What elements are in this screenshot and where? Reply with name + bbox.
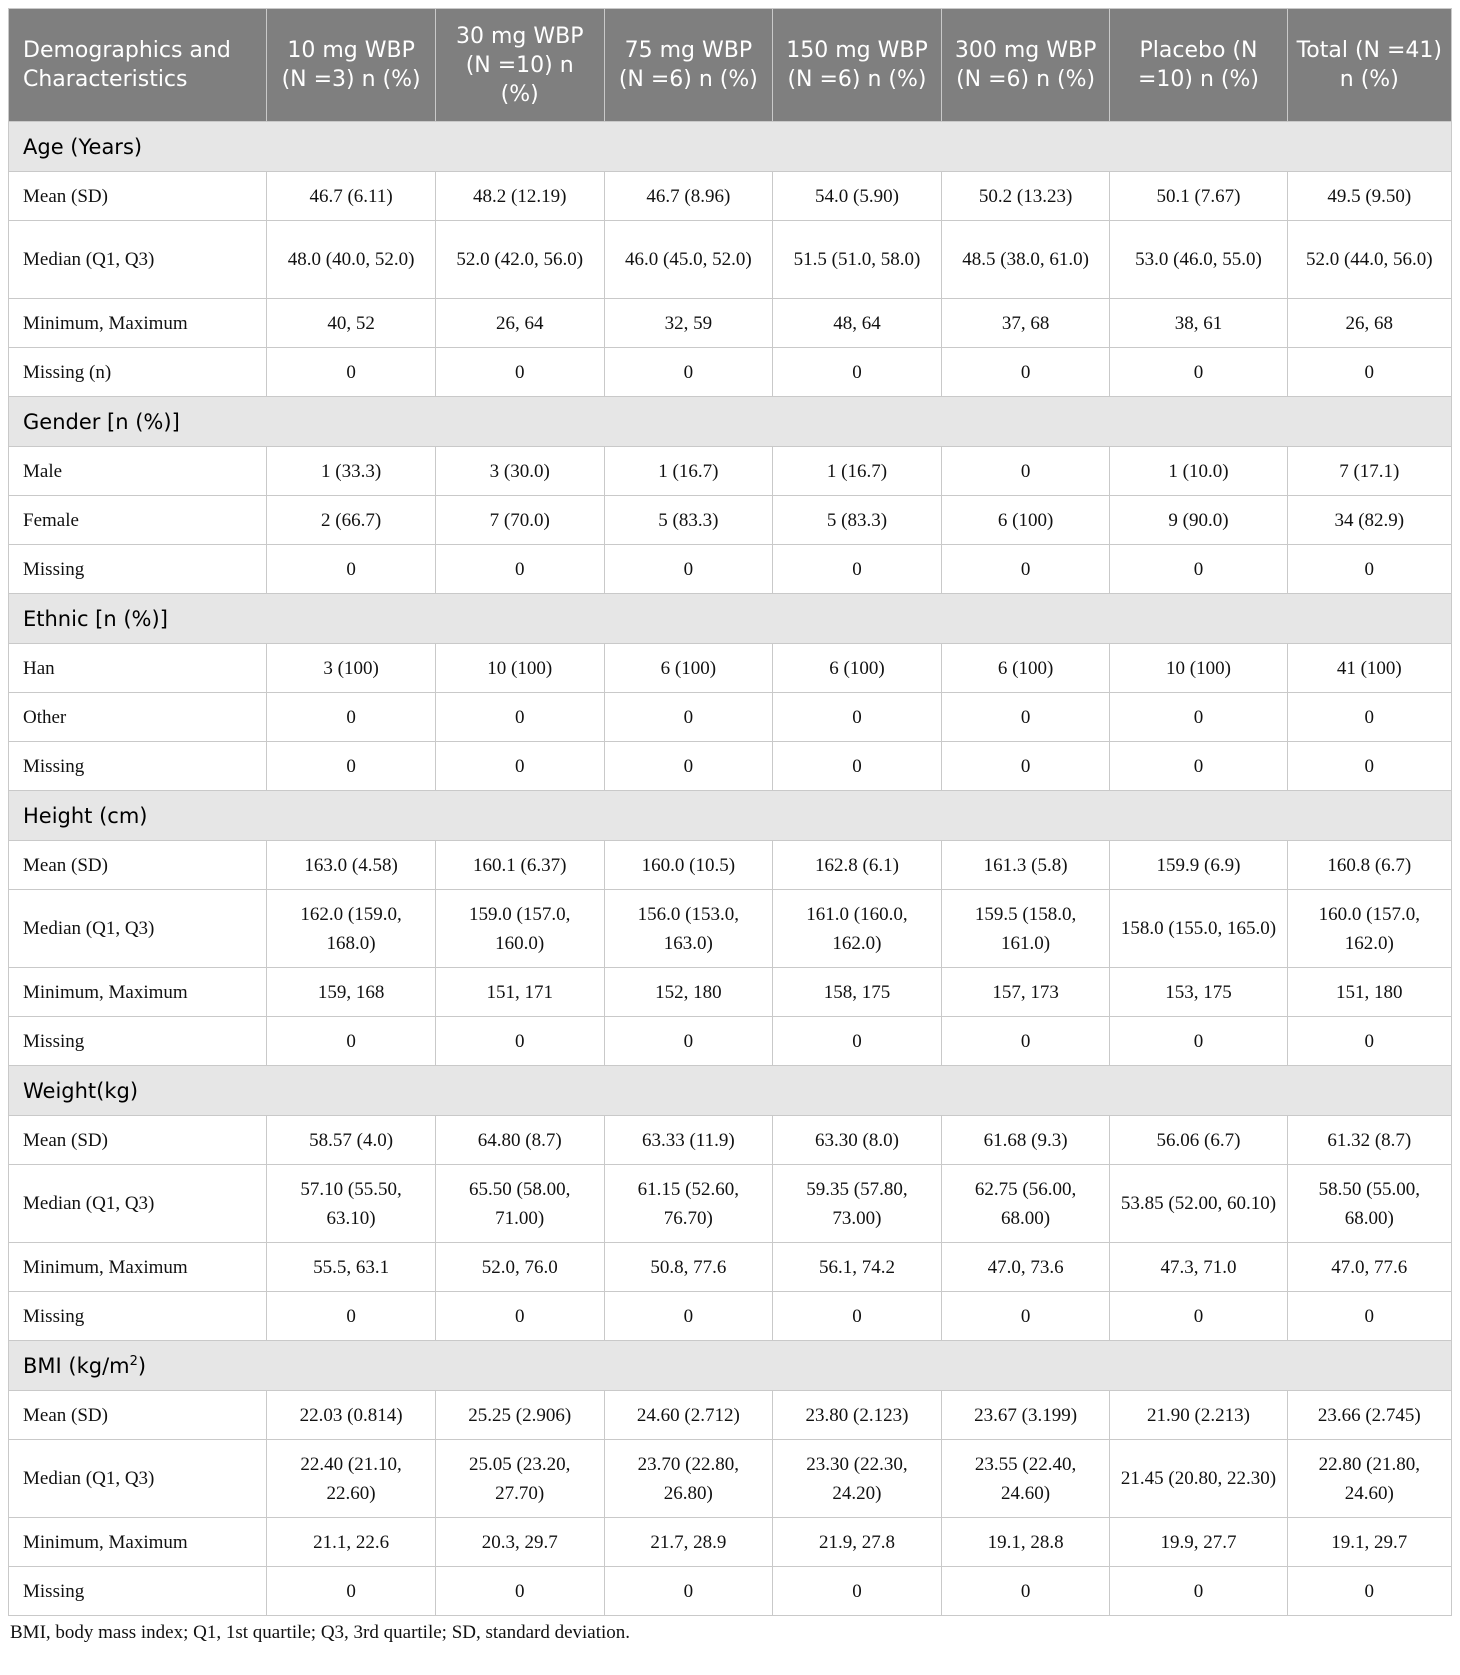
column-header-7: Total (N =41) n (%) bbox=[1287, 9, 1451, 122]
row-label: Missing bbox=[9, 1292, 267, 1341]
table-cell: 49.5 (9.50) bbox=[1287, 172, 1451, 221]
table-cell: 0 bbox=[604, 1567, 773, 1616]
section-title bbox=[9, 397, 1452, 447]
table-row bbox=[9, 693, 1452, 742]
row-label: Mean (SD) bbox=[9, 1391, 267, 1440]
table-cell: 0 bbox=[267, 1292, 436, 1341]
table-row bbox=[9, 841, 1452, 890]
table-cell: 0 bbox=[267, 1017, 436, 1066]
table-cell: 37, 68 bbox=[941, 299, 1110, 348]
table-cell: 0 bbox=[604, 545, 773, 594]
table-cell: 5 (83.3) bbox=[773, 496, 942, 545]
table-cell: 52.0 (44.0, 56.0) bbox=[1287, 221, 1451, 299]
table-cell: 46.0 (45.0, 52.0) bbox=[604, 221, 773, 299]
table-row bbox=[9, 1440, 1452, 1518]
table-cell: 1 (10.0) bbox=[1110, 447, 1287, 496]
table-cell: 3 (30.0) bbox=[435, 447, 604, 496]
table-cell: 0 bbox=[773, 1292, 942, 1341]
table-cell: 152, 180 bbox=[604, 968, 773, 1017]
table-cell: 159.9 (6.9) bbox=[1110, 841, 1287, 890]
row-label: Missing bbox=[9, 545, 267, 594]
table-row bbox=[9, 299, 1452, 348]
table-cell: 63.33 (11.9) bbox=[604, 1116, 773, 1165]
table-cell: 32, 59 bbox=[604, 299, 773, 348]
table-cell: 23.80 (2.123) bbox=[773, 1391, 942, 1440]
table-cell: 10 (100) bbox=[1110, 644, 1287, 693]
row-label: Median (Q1, Q3) bbox=[9, 1165, 267, 1243]
row-label: Median (Q1, Q3) bbox=[9, 1440, 267, 1518]
table-cell: 21.45 (20.80, 22.30) bbox=[1110, 1440, 1287, 1518]
table-cell: 21.1, 22.6 bbox=[267, 1518, 436, 1567]
table-row bbox=[9, 1017, 1452, 1066]
row-label: Male bbox=[9, 447, 267, 496]
table-cell: 40, 52 bbox=[267, 299, 436, 348]
table-cell: 0 bbox=[941, 348, 1110, 397]
table-cell: 23.55 (22.40, 24.60) bbox=[941, 1440, 1110, 1518]
table-cell: 0 bbox=[435, 693, 604, 742]
table-cell: 9 (90.0) bbox=[1110, 496, 1287, 545]
table-cell: 0 bbox=[773, 545, 942, 594]
table-cell: 156.0 (153.0, 163.0) bbox=[604, 890, 773, 968]
table-cell: 0 bbox=[1287, 693, 1451, 742]
section-title bbox=[9, 1341, 1452, 1391]
table-cell: 0 bbox=[1110, 348, 1287, 397]
table-cell: 34 (82.9) bbox=[1287, 496, 1451, 545]
table-cell: 19.1, 28.8 bbox=[941, 1518, 1110, 1567]
row-label: Median (Q1, Q3) bbox=[9, 890, 267, 968]
table-row bbox=[9, 1116, 1452, 1165]
table-cell: 0 bbox=[267, 742, 436, 791]
table-cell: 6 (100) bbox=[941, 496, 1110, 545]
table-cell: 56.1, 74.2 bbox=[773, 1243, 942, 1292]
column-header-3: 75 mg WBP (N =6) n (%) bbox=[604, 9, 773, 122]
table-row bbox=[9, 348, 1452, 397]
table-cell: 0 bbox=[941, 1567, 1110, 1616]
table-cell: 0 bbox=[773, 1567, 942, 1616]
table-cell: 5 (83.3) bbox=[604, 496, 773, 545]
table-cell: 48.2 (12.19) bbox=[435, 172, 604, 221]
table-cell: 46.7 (6.11) bbox=[267, 172, 436, 221]
row-label: Han bbox=[9, 644, 267, 693]
column-header-6: Placebo (N =10) n (%) bbox=[1110, 9, 1287, 122]
table-cell: 6 (100) bbox=[941, 644, 1110, 693]
table-cell: 0 bbox=[773, 742, 942, 791]
table-row bbox=[9, 1567, 1452, 1616]
table-cell: 158.0 (155.0, 165.0) bbox=[1110, 890, 1287, 968]
row-label: Minimum, Maximum bbox=[9, 968, 267, 1017]
section-title bbox=[9, 791, 1452, 841]
table-row bbox=[9, 447, 1452, 496]
table-cell: 58.57 (4.0) bbox=[267, 1116, 436, 1165]
table-cell: 47.0, 77.6 bbox=[1287, 1243, 1451, 1292]
row-label: Missing (n) bbox=[9, 348, 267, 397]
table-cell: 47.3, 71.0 bbox=[1110, 1243, 1287, 1292]
table-cell: 24.60 (2.712) bbox=[604, 1391, 773, 1440]
section-row bbox=[9, 1066, 1452, 1116]
table-cell: 161.0 (160.0, 162.0) bbox=[773, 890, 942, 968]
table-cell: 3 (100) bbox=[267, 644, 436, 693]
section-row bbox=[9, 791, 1452, 841]
table-cell: 2 (66.7) bbox=[267, 496, 436, 545]
table-cell: 0 bbox=[941, 742, 1110, 791]
table-cell: 0 bbox=[941, 447, 1110, 496]
table-cell: 23.66 (2.745) bbox=[1287, 1391, 1451, 1440]
table-cell: 22.80 (21.80, 24.60) bbox=[1287, 1440, 1451, 1518]
table-cell: 162.0 (159.0, 168.0) bbox=[267, 890, 436, 968]
table-row bbox=[9, 1391, 1452, 1440]
row-label: Mean (SD) bbox=[9, 172, 267, 221]
table-cell: 56.06 (6.7) bbox=[1110, 1116, 1287, 1165]
table-cell: 1 (33.3) bbox=[267, 447, 436, 496]
table-cell: 51.5 (51.0, 58.0) bbox=[773, 221, 942, 299]
table-body bbox=[9, 122, 1452, 1616]
section-row bbox=[9, 594, 1452, 644]
table-cell: 23.67 (3.199) bbox=[941, 1391, 1110, 1440]
section-row bbox=[9, 122, 1452, 172]
table-cell: 21.7, 28.9 bbox=[604, 1518, 773, 1567]
table-cell: 0 bbox=[1110, 693, 1287, 742]
table-cell: 46.7 (8.96) bbox=[604, 172, 773, 221]
table-cell: 0 bbox=[604, 1017, 773, 1066]
table-cell: 0 bbox=[267, 1567, 436, 1616]
table-footnote: BMI, body mass index; Q1, 1st quartile; Q3, 3rd quartile; SD, standard deviation. bbox=[10, 1622, 631, 1643]
table-cell: 160.0 (157.0, 162.0) bbox=[1287, 890, 1451, 968]
section-title-text: Ethnic [n (%)] bbox=[23, 606, 168, 631]
section-title-superscript: 2 bbox=[129, 1353, 138, 1369]
table-cell: 0 bbox=[604, 693, 773, 742]
table-cell: 48, 64 bbox=[773, 299, 942, 348]
table-cell: 0 bbox=[773, 693, 942, 742]
table-cell: 0 bbox=[1287, 545, 1451, 594]
section-title-text: Gender [n (%)] bbox=[23, 409, 180, 434]
table-cell: 20.3, 29.7 bbox=[435, 1518, 604, 1567]
table-cell: 0 bbox=[1110, 1292, 1287, 1341]
table-cell: 53.85 (52.00, 60.10) bbox=[1110, 1165, 1287, 1243]
table-cell: 159, 168 bbox=[267, 968, 436, 1017]
table-cell: 57.10 (55.50, 63.10) bbox=[267, 1165, 436, 1243]
table-cell: 59.35 (57.80, 73.00) bbox=[773, 1165, 942, 1243]
column-header-2: 30 mg WBP (N =10) n (%) bbox=[435, 9, 604, 122]
section-row bbox=[9, 1341, 1452, 1391]
table-cell: 0 bbox=[435, 1567, 604, 1616]
table-cell: 0 bbox=[1287, 1567, 1451, 1616]
table-cell: 0 bbox=[1287, 348, 1451, 397]
table-cell: 54.0 (5.90) bbox=[773, 172, 942, 221]
table-cell: 22.03 (0.814) bbox=[267, 1391, 436, 1440]
section-title-text: Weight(kg) bbox=[23, 1078, 139, 1103]
column-header-characteristic: Demographics and Characteristics bbox=[9, 9, 267, 122]
table-cell: 161.3 (5.8) bbox=[941, 841, 1110, 890]
table-cell: 19.9, 27.7 bbox=[1110, 1518, 1287, 1567]
table-cell: 151, 180 bbox=[1287, 968, 1451, 1017]
table-row bbox=[9, 545, 1452, 594]
table-header bbox=[9, 9, 1452, 122]
table-cell: 0 bbox=[941, 1292, 1110, 1341]
table-cell: 63.30 (8.0) bbox=[773, 1116, 942, 1165]
table-cell: 0 bbox=[941, 1017, 1110, 1066]
table-cell: 0 bbox=[941, 545, 1110, 594]
section-title bbox=[9, 1066, 1452, 1116]
table-cell: 157, 173 bbox=[941, 968, 1110, 1017]
table-cell: 0 bbox=[604, 742, 773, 791]
table-cell: 61.68 (9.3) bbox=[941, 1116, 1110, 1165]
table-cell: 23.70 (22.80, 26.80) bbox=[604, 1440, 773, 1518]
table-cell: 48.0 (40.0, 52.0) bbox=[267, 221, 436, 299]
table-cell: 62.75 (56.00, 68.00) bbox=[941, 1165, 1110, 1243]
table-cell: 6 (100) bbox=[604, 644, 773, 693]
table-cell: 0 bbox=[604, 348, 773, 397]
table-cell: 50.2 (13.23) bbox=[941, 172, 1110, 221]
row-label: Missing bbox=[9, 1567, 267, 1616]
table-cell: 50.1 (7.67) bbox=[1110, 172, 1287, 221]
section-title-text: Height (cm) bbox=[23, 803, 148, 828]
table-cell: 1 (16.7) bbox=[773, 447, 942, 496]
table-cell: 55.5, 63.1 bbox=[267, 1243, 436, 1292]
section-row bbox=[9, 397, 1452, 447]
table-cell: 0 bbox=[435, 1017, 604, 1066]
row-label: Missing bbox=[9, 742, 267, 791]
section-title bbox=[9, 594, 1452, 644]
row-label: Mean (SD) bbox=[9, 841, 267, 890]
table-cell: 21.90 (2.213) bbox=[1110, 1391, 1287, 1440]
row-label: Minimum, Maximum bbox=[9, 1243, 267, 1292]
table-cell: 159.5 (158.0, 161.0) bbox=[941, 890, 1110, 968]
table-cell: 0 bbox=[435, 545, 604, 594]
section-title bbox=[9, 122, 1452, 172]
table-cell: 25.25 (2.906) bbox=[435, 1391, 604, 1440]
table-cell: 0 bbox=[1110, 1017, 1287, 1066]
row-label: Median (Q1, Q3) bbox=[9, 221, 267, 299]
section-title-end: ) bbox=[137, 1353, 147, 1378]
table-cell: 64.80 (8.7) bbox=[435, 1116, 604, 1165]
table-cell: 0 bbox=[1110, 1567, 1287, 1616]
section-title-text: BMI (kg/m bbox=[23, 1353, 130, 1378]
table-cell: 162.8 (6.1) bbox=[773, 841, 942, 890]
table-cell: 0 bbox=[604, 1292, 773, 1341]
table-cell: 61.32 (8.7) bbox=[1287, 1116, 1451, 1165]
table-cell: 41 (100) bbox=[1287, 644, 1451, 693]
row-label: Other bbox=[9, 693, 267, 742]
table-cell: 52.0 (42.0, 56.0) bbox=[435, 221, 604, 299]
table-row bbox=[9, 1243, 1452, 1292]
row-label: Female bbox=[9, 496, 267, 545]
table-cell: 25.05 (23.20, 27.70) bbox=[435, 1440, 604, 1518]
table-cell: 160.1 (6.37) bbox=[435, 841, 604, 890]
table-cell: 159.0 (157.0, 160.0) bbox=[435, 890, 604, 968]
table-cell: 151, 171 bbox=[435, 968, 604, 1017]
table-cell: 0 bbox=[1287, 1292, 1451, 1341]
table-cell: 0 bbox=[267, 545, 436, 594]
table-cell: 48.5 (38.0, 61.0) bbox=[941, 221, 1110, 299]
table-cell: 0 bbox=[773, 348, 942, 397]
table-row bbox=[9, 1165, 1452, 1243]
row-label: Minimum, Maximum bbox=[9, 299, 267, 348]
table-cell: 22.40 (21.10, 22.60) bbox=[267, 1440, 436, 1518]
table-row bbox=[9, 890, 1452, 968]
table-row bbox=[9, 644, 1452, 693]
row-label: Mean (SD) bbox=[9, 1116, 267, 1165]
column-header-1: 10 mg WBP (N =3) n (%) bbox=[267, 9, 436, 122]
row-label: Minimum, Maximum bbox=[9, 1518, 267, 1567]
table-row bbox=[9, 172, 1452, 221]
table-cell: 7 (70.0) bbox=[435, 496, 604, 545]
table-cell: 0 bbox=[267, 693, 436, 742]
table-cell: 0 bbox=[435, 348, 604, 397]
header-row bbox=[9, 9, 1452, 122]
table-cell: 0 bbox=[435, 1292, 604, 1341]
table-cell: 153, 175 bbox=[1110, 968, 1287, 1017]
table-cell: 0 bbox=[267, 348, 436, 397]
column-header-5: 300 mg WBP (N =6) n (%) bbox=[941, 9, 1110, 122]
table-cell: 58.50 (55.00, 68.00) bbox=[1287, 1165, 1451, 1243]
table-cell: 0 bbox=[1110, 545, 1287, 594]
table-cell: 0 bbox=[941, 693, 1110, 742]
table-cell: 0 bbox=[1287, 1017, 1451, 1066]
table-cell: 50.8, 77.6 bbox=[604, 1243, 773, 1292]
table-cell: 160.8 (6.7) bbox=[1287, 841, 1451, 890]
table-cell: 52.0, 76.0 bbox=[435, 1243, 604, 1292]
table-cell: 10 (100) bbox=[435, 644, 604, 693]
table-cell: 0 bbox=[1287, 742, 1451, 791]
table-cell: 1 (16.7) bbox=[604, 447, 773, 496]
table-row bbox=[9, 1292, 1452, 1341]
table-cell: 47.0, 73.6 bbox=[941, 1243, 1110, 1292]
table-cell: 160.0 (10.5) bbox=[604, 841, 773, 890]
table-cell: 7 (17.1) bbox=[1287, 447, 1451, 496]
table-cell: 158, 175 bbox=[773, 968, 942, 1017]
table-row bbox=[9, 496, 1452, 545]
table-cell: 6 (100) bbox=[773, 644, 942, 693]
table-cell: 23.30 (22.30, 24.20) bbox=[773, 1440, 942, 1518]
table-cell: 26, 64 bbox=[435, 299, 604, 348]
table-cell: 26, 68 bbox=[1287, 299, 1451, 348]
demographics-table bbox=[8, 8, 1452, 1616]
section-title-text: Age (Years) bbox=[23, 134, 143, 159]
row-label: Missing bbox=[9, 1017, 267, 1066]
table-cell: 21.9, 27.8 bbox=[773, 1518, 942, 1567]
table-cell: 0 bbox=[435, 742, 604, 791]
table-row bbox=[9, 968, 1452, 1017]
table-row bbox=[9, 221, 1452, 299]
table-cell: 0 bbox=[1110, 742, 1287, 791]
table-cell: 19.1, 29.7 bbox=[1287, 1518, 1451, 1567]
table-cell: 61.15 (52.60, 76.70) bbox=[604, 1165, 773, 1243]
column-header-4: 150 mg WBP (N =6) n (%) bbox=[773, 9, 942, 122]
table-row bbox=[9, 742, 1452, 791]
table-cell: 53.0 (46.0, 55.0) bbox=[1110, 221, 1287, 299]
table-container bbox=[8, 8, 1452, 1644]
table-cell: 163.0 (4.58) bbox=[267, 841, 436, 890]
table-cell: 38, 61 bbox=[1110, 299, 1287, 348]
table-cell: 0 bbox=[773, 1017, 942, 1066]
table-row bbox=[9, 1518, 1452, 1567]
table-cell: 65.50 (58.00, 71.00) bbox=[435, 1165, 604, 1243]
